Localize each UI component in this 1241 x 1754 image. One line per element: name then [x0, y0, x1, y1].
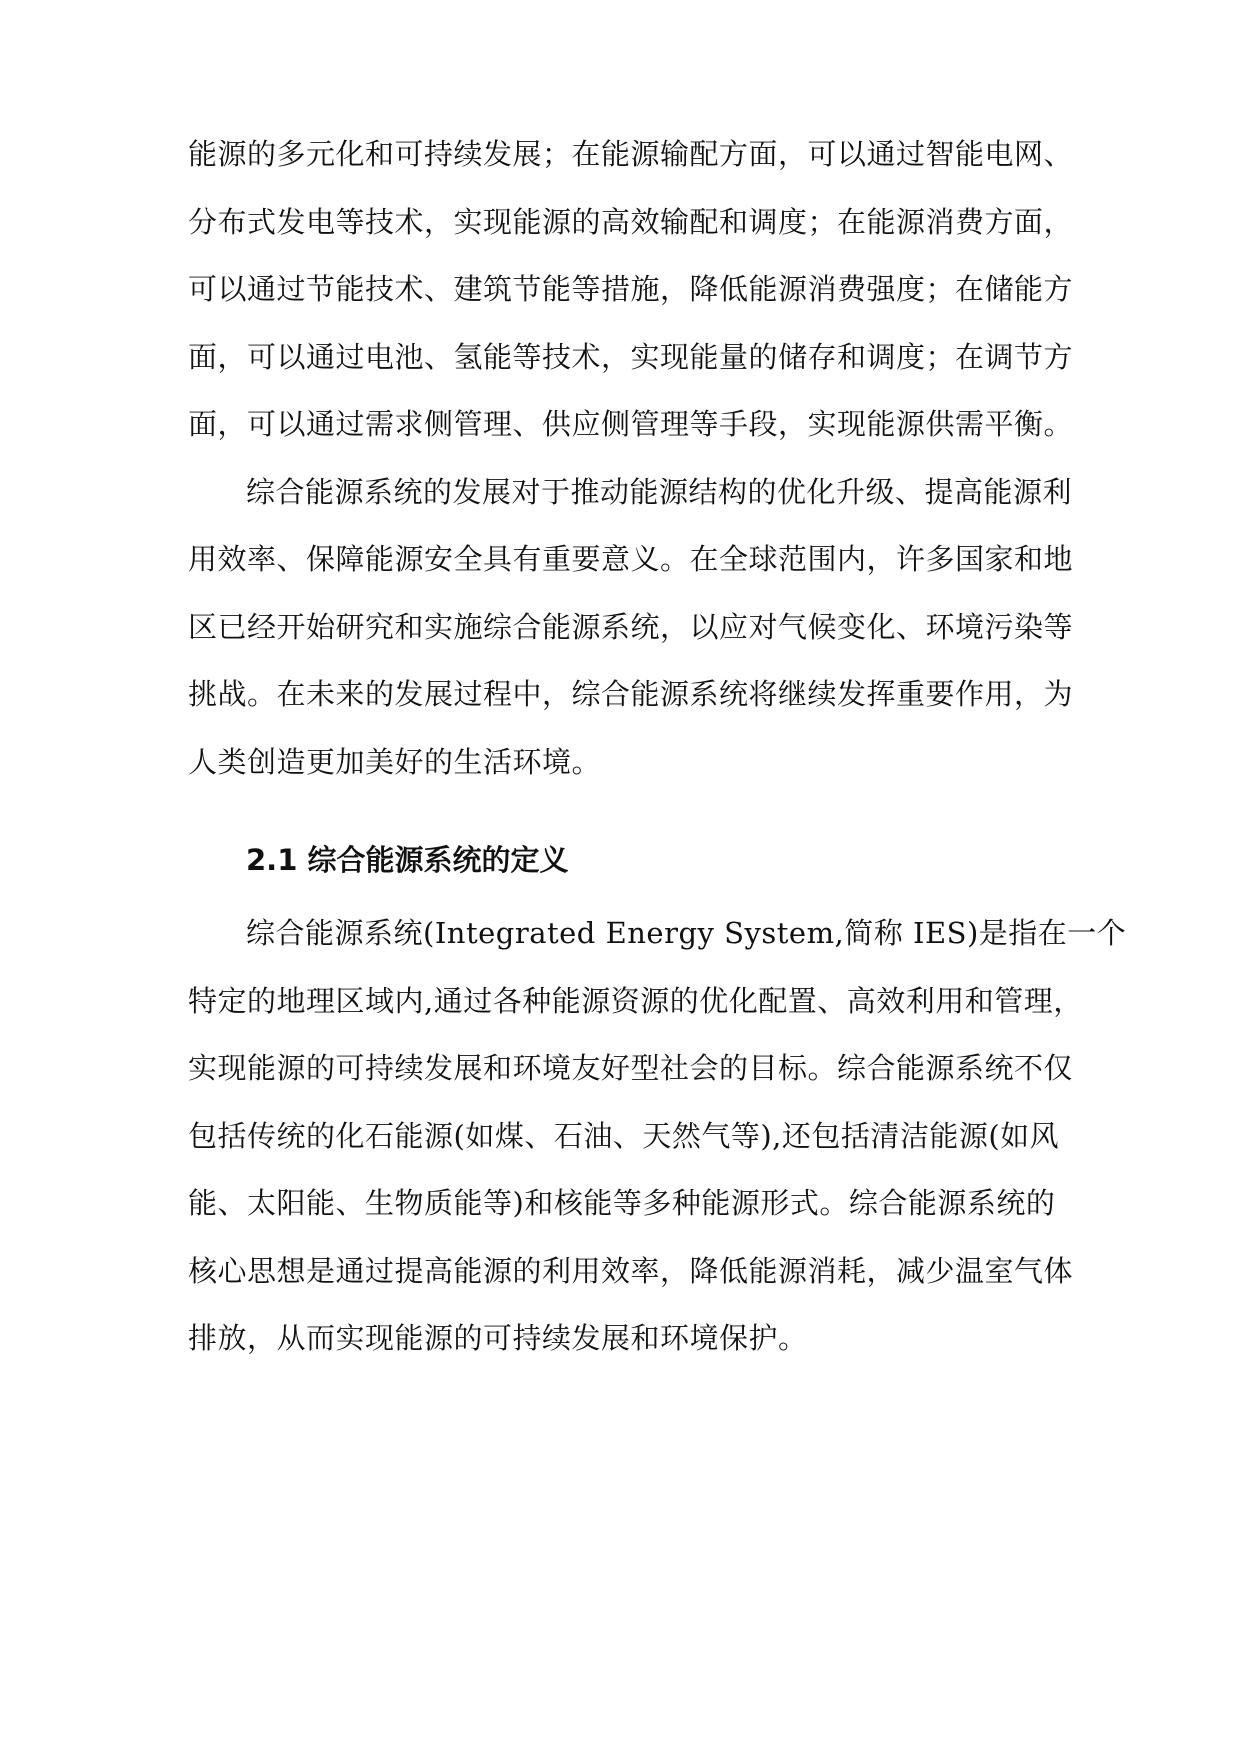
paragraph-2-line-4: 挑战。在未来的发展过程中，综合能源系统将继续发挥重要作用，为	[188, 677, 1074, 711]
paragraph-2-line-1: 综合能源系统的发展对于推动能源结构的优化升级、提高能源利	[246, 475, 1073, 509]
paragraph-1-line-5: 面，可以通过需求侧管理、供应侧管理等手段，实现能源供需平衡。	[188, 407, 1074, 441]
section-heading: 2.1 综合能源系统的定义	[246, 843, 569, 877]
paragraph-1-line-2: 分布式发电等技术，实现能源的高效输配和调度；在能源消费方面，	[188, 205, 1074, 239]
paragraph-3-line-1: 综合能源系统(Integrated Energy System,简称 IES)是指在一个	[246, 916, 1127, 950]
paragraph-3-line-7: 排放，从而实现能源的可持续发展和环境保护。	[188, 1321, 808, 1355]
paragraph-3-line-6: 核心思想是通过提高能源的利用效率，降低能源消耗，减少温室气体	[188, 1254, 1074, 1288]
paragraph-3-line-3: 实现能源的可持续发展和环境友好型社会的目标。综合能源系统不仅	[188, 1051, 1074, 1085]
paragraph-1-line-3: 可以通过节能技术、建筑节能等措施，降低能源消费强度；在储能方	[188, 272, 1074, 306]
paragraph-2-line-3: 区已经开始研究和实施综合能源系统，以应对气候变化、环境污染等	[188, 610, 1074, 644]
paragraph-1-line-4: 面，可以通过电池、氢能等技术，实现能量的储存和调度；在调节方	[188, 340, 1074, 374]
paragraph-2-line-5: 人类创造更加美好的生活环境。	[188, 745, 602, 779]
paragraph-2-line-2: 用效率、保障能源安全具有重要意义。在全球范围内，许多国家和地	[188, 542, 1074, 576]
paragraph-3-line-2: 特定的地理区域内,通过各种能源资源的优化配置、高效利用和管理，	[188, 984, 1083, 1018]
paragraph-1-line-1: 能源的多元化和可持续发展；在能源输配方面，可以通过智能电网、	[188, 137, 1074, 171]
paragraph-3-line-4: 包括传统的化石能源(如煤、石油、天然气等),还包括清洁能源(如风	[188, 1119, 1060, 1153]
paragraph-3-line-5: 能、太阳能、生物质能等)和核能等多种能源形式。综合能源系统的	[188, 1186, 1056, 1220]
